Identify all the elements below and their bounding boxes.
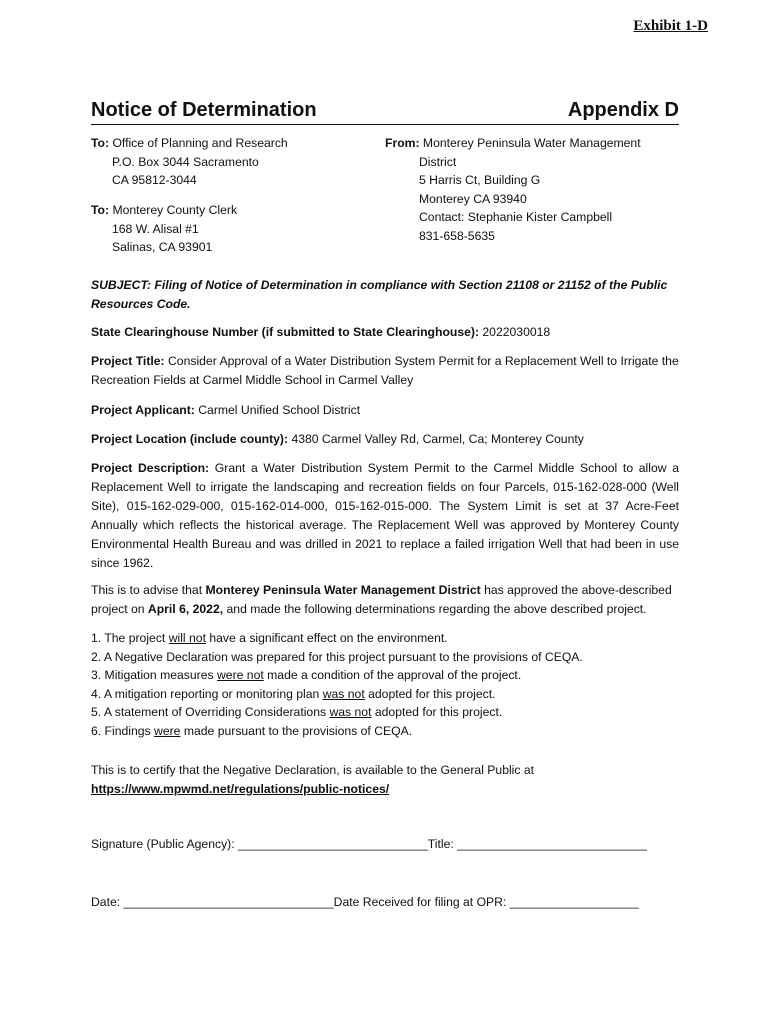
to-clerk-line3: Salinas, CA 93901 — [112, 240, 213, 255]
from-line4: Monterey CA 93940 — [419, 191, 527, 206]
title-label: Title: ____________________________ — [427, 837, 647, 851]
list-item: 6. Findings were made pursuant to the provisions of CEQA. — [91, 723, 413, 738]
project-description-label: Project Description: — [91, 461, 210, 475]
project-description — [91, 459, 679, 573]
clearinghouse-number — [91, 323, 679, 342]
clearinghouse-label: State Clearinghouse Number (if submitted to State Clearinghouse): — [91, 325, 480, 339]
public-notices-link[interactable]: https://www.mpwmd.net/regulations/public-notices/ — [91, 782, 390, 796]
to-block-opr — [91, 134, 371, 190]
certify-text: This is to certify that the Negative Declaration, is available to the General Public at — [91, 763, 535, 777]
list-item: 2. A Negative Declaration was prepared for this project pursuant to the provisions of CEQA. — [91, 649, 583, 664]
project-applicant — [91, 401, 679, 420]
advise-post: and made the following determinations regarding the above described project. — [226, 602, 647, 616]
to-block-clerk — [91, 201, 371, 257]
project-applicant-label: Project Applicant: — [91, 403, 195, 417]
subject: SUBJECT: Filing of Notice of Determination in compliance with Section 21108 or 21152 of the Public Resources Code. — [91, 278, 668, 311]
to-clerk-line1: Monterey County Clerk — [112, 203, 238, 217]
advise-paragraph — [91, 581, 679, 619]
to-opr-line3: CA 95812-3044 — [112, 173, 197, 188]
from-line2: District — [419, 154, 457, 169]
project-title-label: Project Title: — [91, 354, 165, 368]
clearinghouse-value: 2022030018 — [482, 325, 551, 339]
list-item: 1. The project will not have a significant effect on the environment. — [91, 631, 448, 645]
date-received-label: Date Received for filing at OPR: ___________________ — [333, 895, 639, 909]
project-location-value: 4380 Carmel Valley Rd, Carmel, Ca; Monterey County — [291, 432, 584, 446]
list-item: 4. A mitigation reporting or monitoring plan was not adopted for this project. — [91, 686, 496, 701]
from-line5: Contact: Stephanie Kister Campbell — [419, 210, 613, 225]
from-line3: 5 Harris Ct, Building G — [419, 173, 541, 188]
to-opr-line1: Office of Planning and Research — [112, 136, 288, 150]
project-location-label: Project Location (include county): — [91, 432, 289, 446]
from-block — [385, 134, 685, 246]
project-title — [91, 352, 679, 390]
appendix-label: Appendix D — [567, 99, 679, 121]
date-line — [91, 893, 679, 912]
project-title-value: Consider Approval of a Water Distribution System Permit for a Replacement Well to Irrigate the Recreation Fields at Carmel Middle School in Carmel Valley — [91, 354, 679, 387]
to-label: To: — [91, 203, 110, 217]
signature-label: Signature (Public Agency): ____________________________ — [91, 837, 428, 851]
title-row — [91, 96, 679, 125]
from-label: From: — [385, 136, 420, 150]
project-location — [91, 430, 679, 449]
advise-date: April 6, 2022, — [147, 602, 224, 616]
to-label: To: — [91, 136, 110, 150]
signature-line — [91, 835, 679, 854]
project-description-value: Grant a Water Distribution System Permit to the Carmel Middle School to allow a Replacement Well to irrigate the landscaping and recreation fields on four Parcels, 015-162-028-000 (Well Site), 015-162-029-000, 015-162-014-000, 015-162-015-000. The System Limit is set at 37 Acre-Feet Annually which reflects the historical average. The Replacement Well was approved by Monterey County Environmental Health Bureau and was drilled in 2021 to replace a failed irrigation Well that had been in use since 1962. — [91, 461, 680, 570]
project-applicant-value: Carmel Unified School District — [198, 403, 361, 417]
to-clerk-line2: 168 W. Alisal #1 — [112, 221, 199, 236]
advise-mid: has approved the above-described project on — [91, 583, 672, 616]
list-item: 5. A statement of Overriding Considerations was not adopted for this project. — [91, 705, 503, 720]
certify-paragraph — [91, 761, 679, 799]
from-line6: 831-658-5635 — [419, 228, 495, 243]
exhibit-label: Exhibit 1-D — [633, 18, 708, 34]
advise-agency: Monterey Peninsula Water Management District — [205, 583, 481, 597]
advise-pre: This is to advise that — [91, 583, 203, 597]
to-opr-line2: P.O. Box 3044 Sacramento — [112, 154, 259, 169]
list-item: 3. Mitigation measures were not made a condition of the approval of the project. — [91, 668, 522, 683]
determinations-list — [91, 629, 679, 741]
date-label: Date: _______________________________ — [91, 895, 334, 909]
from-line1: Monterey Peninsula Water Management — [422, 136, 641, 150]
page-title: Notice of Determination — [91, 99, 317, 121]
